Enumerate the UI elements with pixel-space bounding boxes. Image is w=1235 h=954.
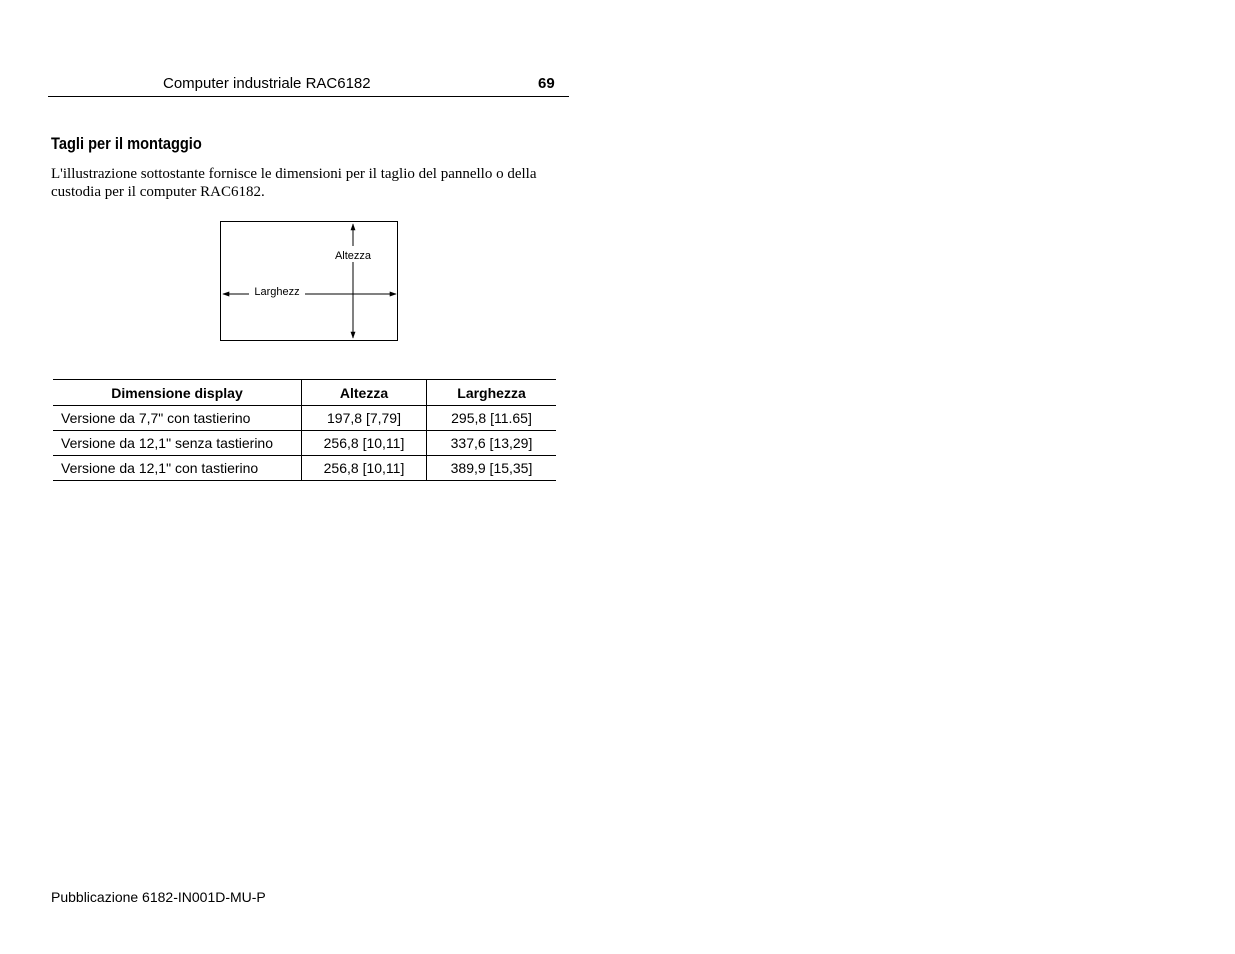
cutout-diagram — [215, 216, 405, 348]
table-cell: Versione da 12,1" senza tastierino — [53, 431, 302, 456]
dimensions-table — [53, 379, 556, 481]
cutout-outline — [221, 222, 398, 341]
header-title: Computer industriale RAC6182 — [163, 75, 371, 92]
table-cell: Versione da 12,1" con tastierino — [53, 456, 302, 481]
table-row — [53, 456, 556, 481]
section-heading: Tagli per il montaggio — [51, 134, 202, 153]
column-header: Dimensione display — [53, 380, 302, 406]
column-header: Altezza — [302, 380, 427, 406]
page-number: 69 — [538, 75, 555, 92]
column-header: Larghezza — [427, 380, 557, 406]
table-row — [53, 406, 556, 431]
table-header-row — [53, 380, 556, 406]
table-cell: 389,9 [15,35] — [427, 456, 557, 481]
table-cell: 197,8 [7,79] — [302, 406, 427, 431]
body-paragraph: L'illustrazione sottostante fornisce le dimensioni per il taglio del pannello o della custodia per il computer RAC6182. — [51, 166, 537, 200]
height-label: Altezza — [334, 250, 372, 262]
table-cell: 295,8 [11.65] — [427, 406, 557, 431]
table-cell: 256,8 [10,11] — [302, 431, 427, 456]
table-cell: 337,6 [13,29] — [427, 431, 557, 456]
width-label: Larghezz — [254, 286, 300, 298]
table-row — [53, 431, 556, 456]
header-rule — [48, 96, 569, 97]
table-cell: Versione da 7,7" con tastierino — [53, 406, 302, 431]
table-cell: 256,8 [10,11] — [302, 456, 427, 481]
footer-publication: Pubblicazione 6182-IN001D-MU-P — [51, 889, 266, 905]
